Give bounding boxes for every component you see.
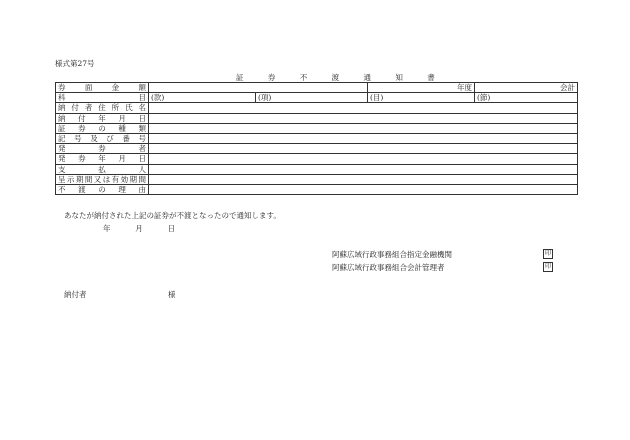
notice-form-table (55, 82, 578, 195)
date-line (103, 223, 175, 234)
issue-date-value (149, 154, 578, 164)
label-security-type: 証券の種類 (56, 123, 149, 133)
payment-date-value (149, 113, 578, 123)
label-payer-info: 納付者住所氏名 (56, 103, 149, 113)
row-presentation-period (56, 174, 578, 184)
signatory-accounting-manager: 阿蘇広域行政事務組合会計管理者 (332, 263, 445, 272)
subject-kou: (項) (256, 93, 368, 103)
subject-moku: (目) (368, 93, 475, 103)
row-subject (56, 93, 578, 103)
issuer-value (149, 144, 578, 154)
fiscal-year-cell: 年度 (368, 83, 475, 93)
dishonor-reason-value (149, 185, 578, 195)
row-issuer (56, 144, 578, 154)
symbol-number-value (149, 134, 578, 144)
document-title: 証 券 不 渡 通 知 書 (236, 73, 446, 82)
account-cell: 会計 (475, 83, 578, 93)
seal-mark: 印 (544, 263, 551, 270)
row-payer-info (56, 103, 578, 113)
label-dishonor-reason: 不渡の理由 (56, 185, 149, 195)
addressee-honorific: 様 (168, 290, 176, 299)
label-subject: 科目 (56, 93, 149, 103)
presentation-period-value (149, 174, 578, 184)
signatory-financial-institution: 阿蘇広域行政事務組合指定金融機関 (332, 250, 452, 259)
label-issuer: 発券者 (56, 144, 149, 154)
payer-bank-value (149, 164, 578, 174)
form-number: 様式第27号 (55, 59, 95, 68)
row-symbol-number (56, 134, 578, 144)
notice-text: あなたが納付された上記の証券が不渡となったので通知します。 (64, 211, 281, 220)
date-day: 日 (167, 224, 176, 233)
row-payer-bank (56, 164, 578, 174)
row-dishonor-reason (56, 185, 578, 195)
label-payment-date: 納付年月日 (56, 113, 149, 123)
subject-setsu: (節) (475, 93, 578, 103)
face-amount-value (149, 83, 368, 93)
label-issue-date: 発券年月日 (56, 154, 149, 164)
label-symbol-number: 記号及び番号 (56, 134, 149, 144)
date-year: 年 (103, 224, 111, 233)
label-payer-bank: 支払人 (56, 164, 149, 174)
row-payment-date (56, 113, 578, 123)
label-face-amount: 券面金額 (56, 83, 149, 93)
row-security-type (56, 123, 578, 133)
security-type-value (149, 123, 578, 133)
date-month: 月 (135, 224, 143, 233)
payer-info-value (149, 103, 578, 113)
addressee-label: 納付者 (64, 290, 87, 299)
subject-kan: (款) (149, 93, 256, 103)
label-presentation-period: 呈示期間又は有効期間 (56, 174, 149, 184)
row-issue-date (56, 154, 578, 164)
row-face-amount (56, 83, 578, 93)
seal-mark: 印 (544, 250, 551, 257)
